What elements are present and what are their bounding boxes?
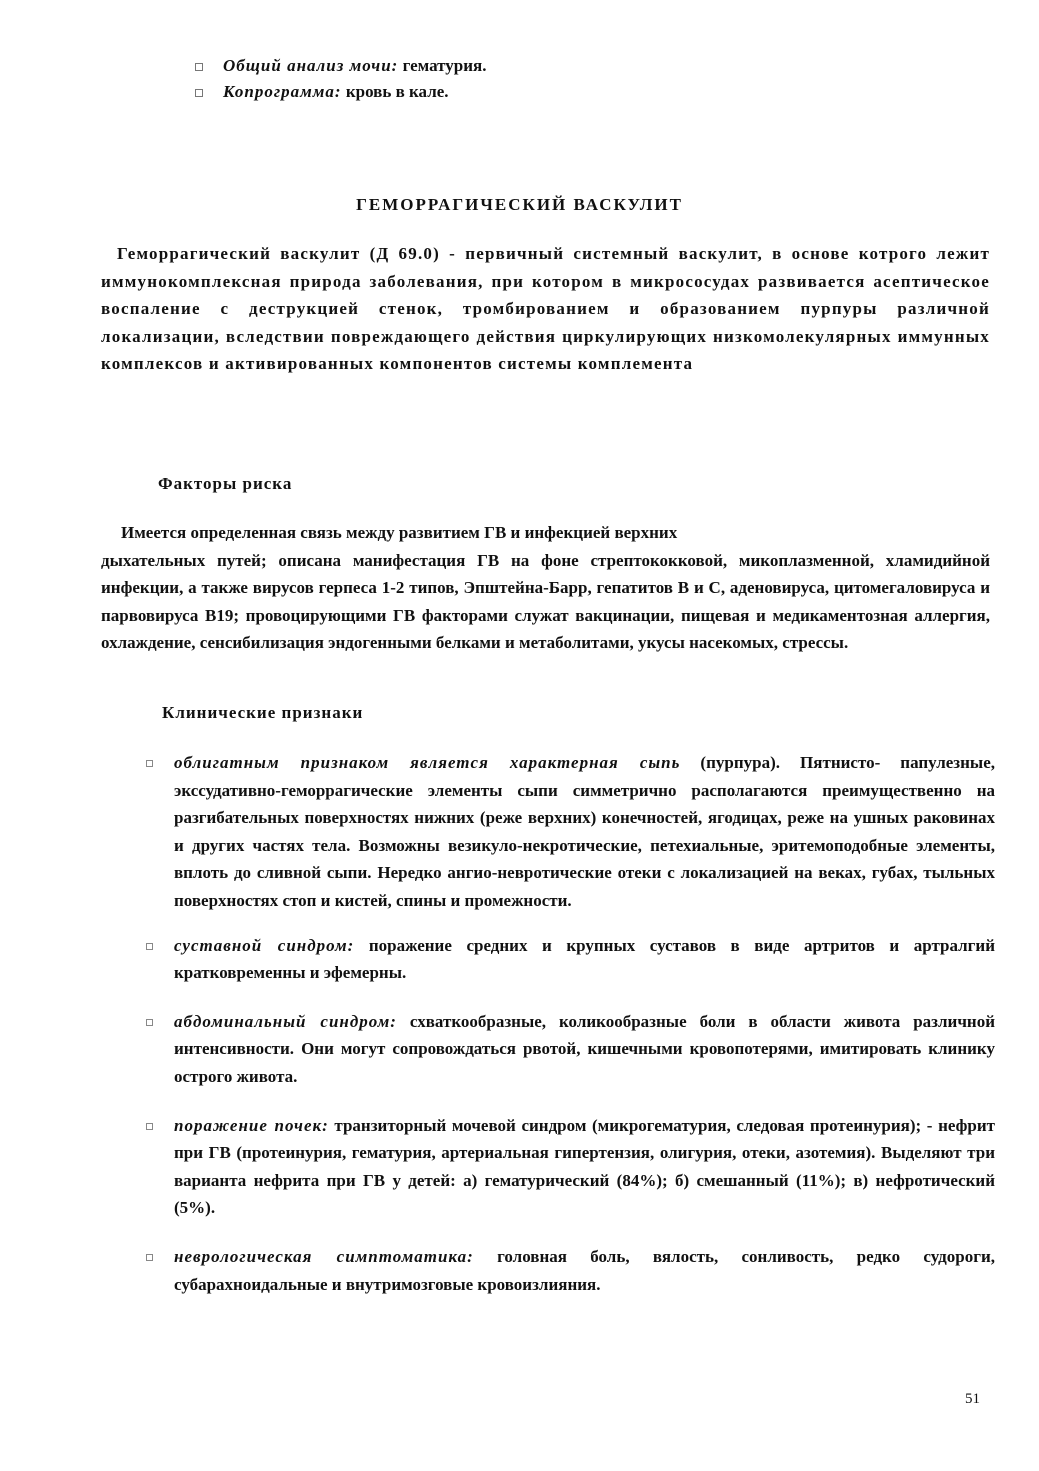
item-lead: неврологическая симптоматика:: [174, 1246, 474, 1266]
risk-paragraph: [101, 519, 990, 657]
bullet-box-icon: [195, 89, 203, 97]
item-label: Общий анализ мочи:: [223, 56, 399, 75]
bullet-box-icon: [195, 63, 203, 71]
item-lead: облигатным признаком является характерная сыпь: [174, 753, 681, 772]
bullet-box-icon: [146, 1123, 153, 1130]
bullet-box-icon: [146, 760, 153, 767]
item-text: (пурпура). Пятнисто- папулезные, экссудативно-геморрагические элементы сыпи симметрично располагаются преимущественно на разгибательных поверхностях нижних (реже верхних) конечностей, ягодицах, реже на ушных раковинах и других частях тела. Возможны везикуло-некротические, петехиальные, эритемоподобные элементы, вплоть до сливной сыпи. Нередко ангио-невротические отеки с локализацией на веках, губах, тыльных поверхностях стоп и кистей, спины и промежности.: [174, 753, 995, 910]
list-item: [146, 1243, 995, 1298]
item-label: Копрограмма:: [223, 82, 342, 101]
page-number: 51: [965, 1391, 980, 1407]
list-item: [146, 1112, 995, 1222]
top-list-item: [195, 56, 486, 76]
bullet-box-icon: [146, 1254, 153, 1261]
definition-paragraph: [101, 240, 990, 378]
item-text: схваткообразные, коликообразные боли в области живота различной интенсивности. Они могут сопровождаться рвотой, кишечными кровопотерями, имитировать клинику острого живота.: [174, 1011, 995, 1086]
bullet-box-icon: [146, 943, 153, 950]
item-text: головная боль, вялость, сонливость, редко судороги, субарахноидальные и внутримозговые кровоизлияния.: [174, 1246, 995, 1294]
risk-first-line: Имеется определенная связь между развитием ГВ и инфекцией верхних: [121, 523, 678, 542]
list-item: [146, 932, 995, 987]
item-lead: суставной синдром:: [174, 935, 355, 955]
clinical-heading: Клинические признаки: [162, 703, 364, 722]
section-title: ГЕМОРРАГИЧЕСКИЙ ВАСКУЛИТ: [356, 195, 683, 214]
bullet-box-icon: [146, 1019, 153, 1026]
item-lead: абдоминальный синдром:: [174, 1011, 397, 1031]
risk-text: дыхательных путей; описана манифестация ГВ на фоне стрептококковой, микоплазменной, хламидийной инфекции, а также вирусов герпеса 1-2 типов, Эпштейна-Барр, гепатитов В и С, аденовируса, цитомегаловируса и парвовируса В19; провоцирующими ГВ факторами служат вакцинации, пищевая и медикаментозная аллергия, охлаждение, сенсибилизация эндогенными белками и метаболитами, укусы насекомых, стрессы.: [101, 550, 990, 653]
risk-heading: Факторы риска: [158, 474, 293, 493]
item-text: транзиторный мочевой синдром (микрогематурия, следовая протеинурия); - нефрит при ГВ (протеинурия, гематурия, артериальная гипертензия, олигурия, отеки, азотемия). Выделяют три варианта нефрита при ГВ у детей: а) гематурический (84%); б) смешанный (11%); в) нефротический (5%).: [174, 1115, 995, 1218]
top-list-item: [195, 82, 449, 102]
item-text: гематурия.: [398, 56, 487, 75]
item-text: кровь в кале.: [341, 82, 449, 101]
item-text: поражение средних и крупных суставов в виде артритов и артралгий кратковременны и эфемерны.: [174, 935, 995, 983]
list-item: [146, 749, 995, 915]
item-lead: поражение почек:: [174, 1115, 329, 1135]
clinical-list: [146, 749, 995, 1298]
list-item: [146, 1008, 995, 1091]
definition-text: Геморрагический васкулит (Д 69.0) - первичный системный васкулит, в основе котрого лежит иммунокомплексная природа заболевания, при котором в микрососудах развивается асептическое воспаление с деструкцией стенок, тромбированием и образованием пурпуры различной локализации, вследствии повреждающего действия циркулирующих низкомолекулярных иммунных комплексов и активированных компонентов системы комплемента: [101, 244, 990, 374]
